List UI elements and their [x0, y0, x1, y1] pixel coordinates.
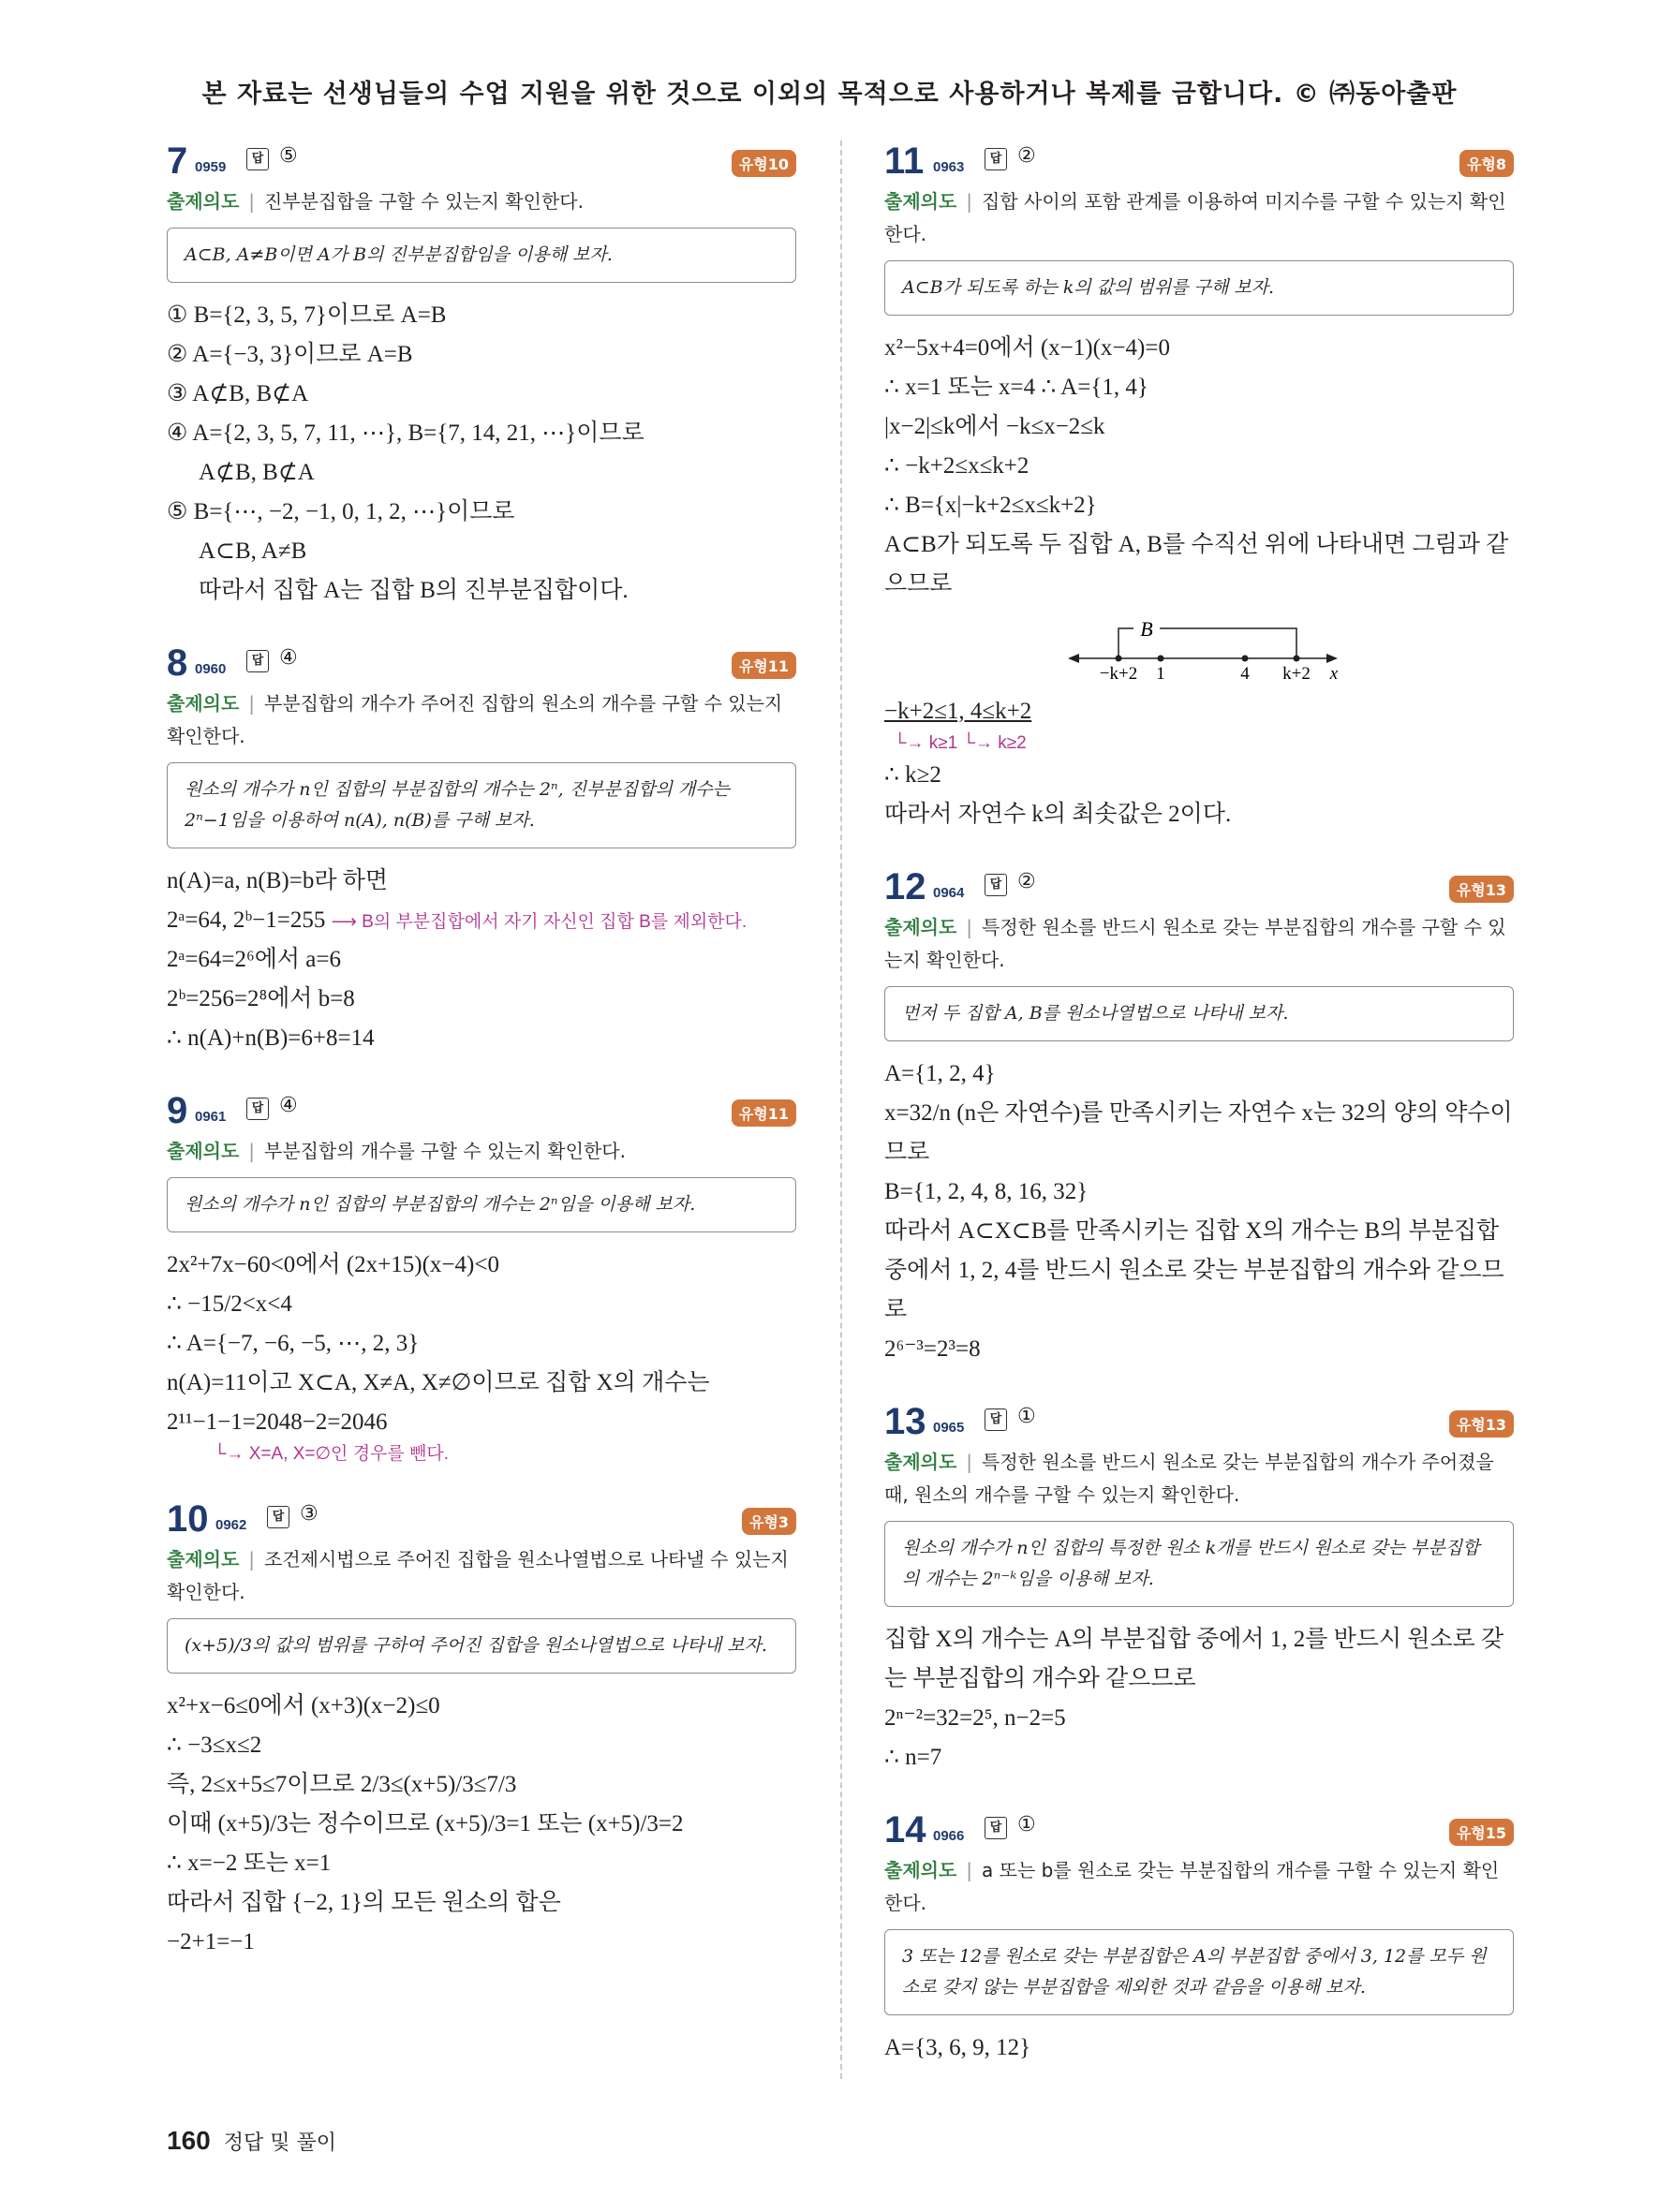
problem-code: 0964 [933, 885, 965, 901]
tick-label: −k+2 [1099, 664, 1138, 679]
problem-header [884, 866, 1514, 909]
intent-text: a 또는 b를 원소로 갖는 부분집합의 개수를 구할 수 있는지 확인한다. [884, 1859, 1500, 1914]
solution-line: 2¹¹−1−1=2048−2=2046 [167, 1409, 388, 1435]
solution-line: ∴ −3≤x≤2 [167, 1733, 262, 1758]
intent: 출제의도 | 진부분집합을 구할 수 있는지 확인한다. [167, 190, 584, 213]
answer-icon: 답 [985, 874, 1007, 896]
problem-number: 9 [167, 1090, 188, 1131]
problem-9 [167, 1090, 796, 1467]
solution [884, 1054, 1514, 1369]
copyright-notice: 본 자료는 선생님들의 수업 지원을 위한 것으로 이외의 목적으로 사용하거나 복제를 금합니다. © ㈜동아출판 [201, 80, 1458, 109]
column-divider [840, 140, 842, 2079]
solution-line: x=32/n (n은 자연수)를 만족시키는 자연수 x는 32의 양의 약수이므로 [884, 1100, 1513, 1165]
hint-box: (x+5)/3의 값의 범위를 구하여 주어진 집합을 원소나열법으로 나타내 보자. [167, 1618, 796, 1674]
answer-value: ① [1017, 1813, 1036, 1836]
answer-value: ③ [300, 1502, 318, 1526]
type-badge: 유형13 [1449, 1410, 1514, 1438]
problem-header [167, 1090, 796, 1133]
problem-header [167, 1498, 796, 1541]
number-line-diagram [884, 604, 1514, 679]
answer-icon: 답 [985, 1817, 1007, 1839]
intent-label: 출제의도 [884, 1451, 957, 1473]
intent-text: 부분집합의 개수가 주어진 집합의 원소의 개수를 구할 수 있는지 확인한다. [167, 692, 783, 747]
answer-icon: 답 [246, 1098, 269, 1120]
page-number: 160 [167, 2126, 211, 2155]
problem-number: 10 [167, 1498, 209, 1540]
tick-point [1294, 656, 1300, 662]
problem-number: 8 [167, 642, 188, 684]
solution-line: 따라서 자연수 k의 최솟값은 2이다. [884, 802, 1232, 827]
solution-line: 따라서 집합 {−2, 1}의 모든 원소의 합은 [167, 1890, 561, 1915]
answer-value: ① [1017, 1405, 1036, 1428]
arrow-right-icon [1326, 654, 1338, 663]
answer-icon: 답 [985, 148, 1007, 170]
intent: 출제의도 | 특정한 원소를 반드시 원소로 갖는 부분집합의 개수를 구할 수 있는지 확인한다. [884, 916, 1506, 971]
problem-code: 0961 [195, 1109, 227, 1125]
problem-11 [884, 140, 1514, 834]
problem-14 [884, 1809, 1514, 2068]
solution [884, 329, 1514, 834]
tick-point [1242, 656, 1249, 662]
hint-box: 3 또는 12를 원소로 갖는 부분집합은 A의 부분집합 중에서 3, 12를 모두 원소로 갖지 않는 부분집합을 제외한 것과 같음을 이용해 보자. [884, 1929, 1514, 2015]
type-badge: 유형11 [732, 652, 796, 679]
intent: 출제의도 | a 또는 b를 원소로 갖는 부분집합의 개수를 구할 수 있는지 확인한다. [884, 1859, 1500, 1914]
intent: 출제의도 | 부분집합의 개수를 구할 수 있는지 확인한다. [167, 1140, 626, 1162]
problem-10 [167, 1498, 796, 1962]
solution-line: n(A)=11이고 X⊂A, X≠A, X≠∅이므로 집합 X의 개수는 [167, 1370, 710, 1395]
problem-number: 11 [884, 140, 925, 182]
problem-header [167, 140, 796, 184]
answer-value: ④ [279, 646, 298, 670]
problem-number: 14 [884, 1809, 926, 1851]
right-column [884, 140, 1514, 2100]
solution-line: ∴ n(A)+n(B)=6+8=14 [167, 1025, 375, 1051]
intent-label: 출제의도 [167, 1140, 240, 1162]
intent: 출제의도 | 부분집합의 개수가 주어진 집합의 원소의 개수를 구할 수 있는지 확인한다. [167, 692, 783, 747]
problem-code: 0960 [195, 661, 227, 677]
solution-line: A={3, 6, 9, 12} [884, 2035, 1031, 2060]
tick-point [1116, 656, 1122, 662]
answer-icon: 답 [246, 650, 269, 672]
problem-number: 7 [167, 140, 188, 182]
answer-value: ⑤ [279, 144, 298, 168]
annotation-note: └→ k≥1 └→ k≥2 [894, 733, 1027, 753]
solution-line: ∴ x=−2 또는 x=1 [167, 1851, 332, 1876]
hint-box: 원소의 개수가 n인 집합의 부분집합의 개수는 2ⁿ임을 이용해 보자. [167, 1177, 796, 1232]
hint-box: 원소의 개수가 n인 집합의 특정한 원소 k개를 반드시 원소로 갖는 부분집합의 개수는 2ⁿ⁻ᵏ임을 이용해 보자. [884, 1521, 1514, 1607]
solution [884, 2028, 1514, 2068]
tick-point [1158, 656, 1164, 662]
solution-line: 이때 (x+5)/3는 정수이므로 (x+5)/3=1 또는 (x+5)/3=2 [167, 1811, 684, 1836]
intent: 출제의도 | 특정한 원소를 반드시 원소로 갖는 부분집합의 개수가 주어졌을 때, 원소의 개수를 구할 수 있는지 확인한다. [884, 1451, 1494, 1506]
problem-code: 0966 [933, 1828, 965, 1844]
solution-line: ④ A={2, 3, 5, 7, 11, ⋯}, B={7, 14, 21, ⋯}이므로 [167, 420, 644, 446]
solution-line: 2x²+7x−60<0에서 (2x+15)(x−4)<0 [167, 1252, 499, 1277]
type-badge: 유형13 [1449, 876, 1514, 903]
problem-header [884, 1401, 1514, 1444]
hint-box: 먼저 두 집합 A, B를 원소나열법으로 나타내 보자. [884, 986, 1514, 1041]
problem-code: 0959 [195, 159, 227, 175]
intent-label: 출제의도 [167, 1548, 240, 1571]
problem-header [884, 1809, 1514, 1852]
solution-line [167, 901, 796, 940]
tick-label: 1 [1156, 664, 1165, 679]
hint-box: 원소의 개수가 n인 집합의 부분집합의 개수는 2ⁿ, 진부분집합의 개수는 2ⁿ−1임을 이용하여 n(A), n(B)를 구해 보자. [167, 762, 796, 848]
page-footer [167, 2126, 336, 2156]
answer-value: ② [1017, 870, 1036, 893]
solution-line: A⊂B가 되도록 두 집합 A, B를 수직선 위에 나타내면 그림과 같으므로 [884, 532, 1509, 597]
solution-line: 2ᵇ=256=2⁸에서 b=8 [167, 986, 355, 1011]
intent-text: 특정한 원소를 반드시 원소로 갖는 부분집합의 개수를 구할 수 있는지 확인한다. [884, 916, 1506, 971]
intent-label: 출제의도 [884, 190, 957, 213]
solution-line: −2+1=−1 [167, 1929, 255, 1954]
intent-text: 집합 사이의 포함 관계를 이용하여 미지수를 구할 수 있는지 확인한다. [884, 190, 1506, 245]
intent-label: 출제의도 [167, 190, 240, 213]
solution-line: |x−2|≤k에서 −k≤x−2≤k [884, 414, 1105, 439]
solution-line: ⑤ B={⋯, −2, −1, 0, 1, 2, ⋯}이므로 [167, 499, 515, 524]
solution-line: n(A)=a, n(B)=b라 하면 [167, 868, 389, 893]
problem-code: 0965 [933, 1420, 965, 1436]
intent-label: 출제의도 [167, 692, 240, 715]
intent-label: 출제의도 [884, 1859, 957, 1881]
answer-icon: 답 [985, 1408, 1007, 1431]
type-badge: 유형11 [732, 1099, 796, 1127]
solution-line: ② A={−3, 3}이므로 A=B [167, 342, 413, 367]
intent-label: 출제의도 [884, 916, 957, 938]
solution-line: 2ⁿ⁻²=32=2⁵, n−2=5 [884, 1705, 1066, 1731]
problem-number: 13 [884, 1401, 926, 1442]
solution-line: ∴ −k+2≤x≤k+2 [884, 453, 1029, 479]
solution [884, 1620, 1514, 1777]
intent-text: 진부분집합을 구할 수 있는지 확인한다. [264, 190, 584, 213]
problem-13 [884, 1401, 1514, 1777]
solution-line: A={1, 2, 4} [884, 1061, 996, 1086]
solution-line: x²−5x+4=0에서 (x−1)(x−4)=0 [884, 335, 1170, 361]
problem-7 [167, 140, 796, 611]
problem-header [884, 140, 1514, 184]
solution [167, 862, 796, 1058]
solution [167, 1246, 796, 1467]
solution-line: ③ A⊄B, B⊄A [167, 381, 309, 406]
type-badge: 유형3 [742, 1508, 796, 1535]
equation: 2ᵃ=64, 2ᵇ−1=255 [167, 907, 326, 933]
tick-label: 4 [1240, 664, 1250, 679]
solution-line: B={1, 2, 4, 8, 16, 32} [884, 1179, 1089, 1204]
problem-8 [167, 642, 796, 1058]
hint-box: A⊂B, A≠B이면 A가 B의 진부분집합임을 이용해 보자. [167, 228, 796, 283]
solution-line: 2ᵃ=64=2⁶에서 a=6 [167, 947, 341, 972]
intent-text: 특정한 원소를 반드시 원소로 갖는 부분집합의 개수가 주어졌을 때, 원소의 개수를 구할 수 있는지 확인한다. [884, 1451, 1494, 1506]
solution-line: A⊂B, A≠B [199, 538, 307, 564]
type-badge: 유형8 [1459, 150, 1514, 177]
solution-line: ∴ k≥2 [884, 762, 941, 788]
solution-line: −k+2≤1, 4≤k+2 [884, 699, 1032, 724]
problem-number: 12 [884, 866, 926, 907]
type-badge: 유형15 [1449, 1819, 1514, 1846]
annotation-note: ⟶ B의 부분집합에서 자기 자신인 집합 B를 제외한다. [331, 912, 748, 932]
solution-line: ∴ A={−7, −6, −5, ⋯, 2, 3} [167, 1331, 420, 1356]
solution-line: 따라서 집합 A는 집합 B의 진부분집합이다. [199, 578, 629, 603]
set-label: B [1140, 617, 1153, 641]
footer-text: 정답 및 풀이 [223, 2131, 336, 2155]
solution-line: 따라서 A⊂X⊂B를 만족시키는 집합 X의 개수는 B의 부분집합 중에서 1, 2, 4를 반드시 원소로 갖는 부분집합의 개수와 같으므로 [884, 1218, 1504, 1322]
answer-icon: 답 [246, 148, 269, 170]
problem-code: 0963 [933, 159, 965, 175]
solution-line: x²+x−6≤0에서 (x+3)(x−2)≤0 [167, 1693, 440, 1718]
annotation-note: └→ X=A, X=∅인 경우를 뺀다. [214, 1444, 450, 1464]
arrow-left-icon [1068, 654, 1079, 663]
problem-header [167, 642, 796, 686]
answer-value: ② [1017, 144, 1036, 168]
tick-label: k+2 [1282, 664, 1311, 679]
intent: 출제의도 | 조건제시법으로 주어진 집합을 원소나열법으로 나타낼 수 있는지 확인한다. [167, 1548, 789, 1603]
solution-line: ∴ B={x|−k+2≤x≤k+2} [884, 493, 1097, 518]
solution-line: ∴ −15/2<x<4 [167, 1291, 292, 1317]
answer-icon: 답 [267, 1506, 289, 1528]
solution-line: ∴ n=7 [884, 1745, 942, 1770]
intent-text: 조건제시법으로 주어진 집합을 원소나열법으로 나타낼 수 있는지 확인한다. [167, 1548, 789, 1603]
left-column [167, 140, 796, 1994]
intent-text: 부분집합의 개수를 구할 수 있는지 확인한다. [264, 1140, 626, 1162]
solution-line: ∴ x=1 또는 x=4 ∴ A={1, 4} [884, 375, 1148, 400]
axis-label: x [1329, 664, 1339, 679]
solution-line: 집합 X의 개수는 A의 부분집합 중에서 1, 2를 반드시 원소로 갖는 부분집합의 개수와 같으므로 [884, 1627, 1504, 1691]
solution-line: A⊄B, B⊄A [199, 460, 315, 485]
solution-line: 즉, 2≤x+5≤7이므로 2/3≤(x+5)/3≤7/3 [167, 1772, 517, 1797]
answer-value: ④ [279, 1094, 298, 1117]
solution-line: ① B={2, 3, 5, 7}이므로 A=B [167, 302, 447, 328]
solution-line: 2⁶⁻³=2³=8 [884, 1336, 981, 1362]
problem-12 [884, 866, 1514, 1369]
intent: 출제의도 | 집합 사이의 포함 관계를 이용하여 미지수를 구할 수 있는지 확인한다. [884, 190, 1506, 245]
type-badge: 유형10 [732, 150, 796, 177]
solution [167, 1687, 796, 1962]
hint-box: A⊂B가 되도록 하는 k의 값의 범위를 구해 보자. [884, 260, 1514, 316]
problem-code: 0962 [215, 1517, 247, 1533]
solution [167, 296, 796, 611]
